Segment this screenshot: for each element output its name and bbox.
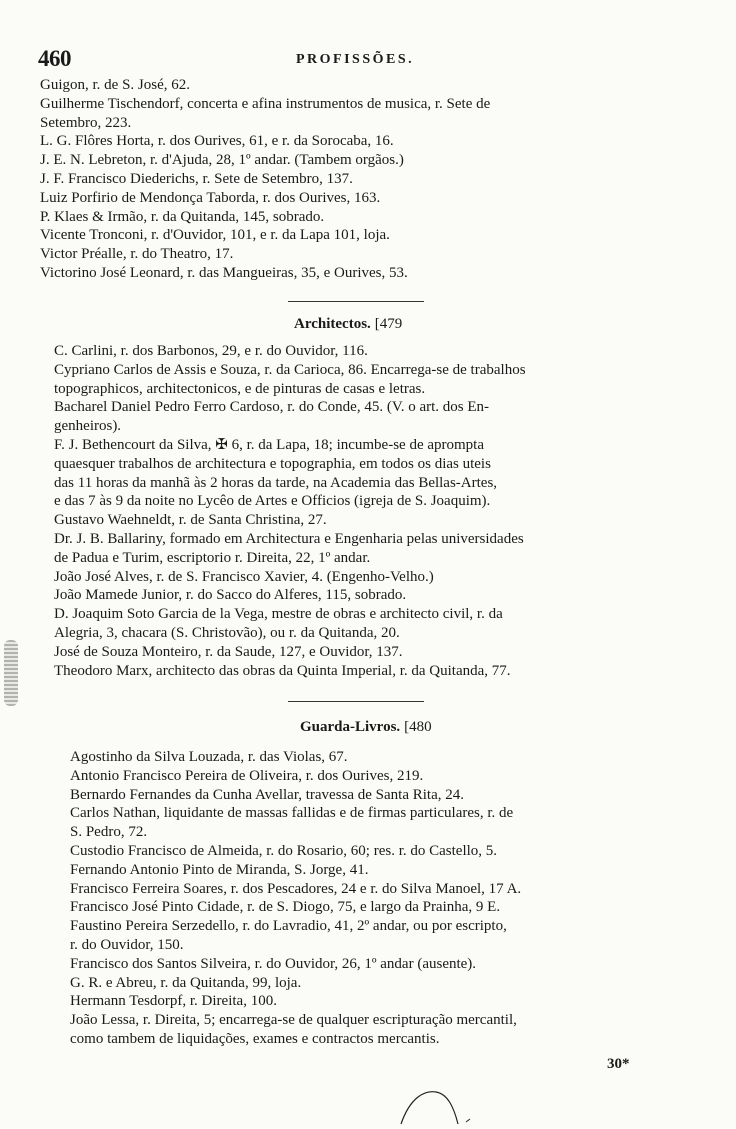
- entry-line: Custodio Francisco de Almeida, r. do Rosario, 60; res. r. do Castello, 5.: [70, 842, 498, 859]
- directory-entry: [54, 398, 684, 436]
- entry-line: D. Joaquim Soto Garcia de la Vega, mestre de obras e architecto civil, r. da: [54, 606, 503, 623]
- entry-line: Agostinho da Silva Louzada, r. das Violas, 67.: [70, 749, 348, 765]
- entry-line: Faustino Pereira Serzedello, r. do Lavradio, 41, 2º andar, ou por escripto,: [70, 918, 507, 935]
- entry-line: quaesquer trabalhos de architectura e topographia, em todos os dias uteis: [54, 455, 491, 472]
- directory-entry: [54, 361, 684, 399]
- entry-line: genheiros).: [54, 418, 122, 435]
- entry-line: como tambem de liquidações, exames e contractos mercantis.: [70, 1030, 440, 1047]
- section-title: Guarda-Livros.: [300, 719, 401, 735]
- directory-entry: [40, 76, 680, 95]
- entry-line: Dr. J. B. Ballariny, formado em Architectura e Engenharia pelas universidades: [54, 530, 524, 547]
- directory-entry: [54, 605, 684, 643]
- entry-line: Gustavo Waehneldt, r. de Santa Christina, 27.: [54, 512, 327, 529]
- entry-line: Luiz Porfirio de Mendonça Taborda, r. dos Ourives, 163.: [40, 189, 381, 206]
- entry-line: João José Alves, r. de S. Francisco Xavier, 4. (Engenho-Velho.): [54, 568, 434, 585]
- directory-entry: [54, 643, 684, 662]
- signature-mark: 30*: [607, 1056, 630, 1072]
- directory-entry: [70, 992, 690, 1011]
- directory-entry: [54, 530, 684, 568]
- entry-line: J. E. N. Lebreton, r. d'Ajuda, 28, 1º andar. (Tambem orgãos.): [40, 152, 404, 169]
- entry-line: Antonio Francisco Pereira de Oliveira, r. dos Ourives, 219.: [70, 767, 424, 784]
- directory-entry: [70, 1011, 690, 1049]
- entry-line: de Padua e Turim, escriptorio r. Direita, 22, 1º andar.: [54, 549, 371, 566]
- directory-entry: [70, 842, 690, 861]
- entry-line: Bernardo Fernandes da Cunha Avellar, travessa de Santa Rita, 24.: [70, 786, 465, 803]
- running-title: PROFISSÕES.: [296, 52, 415, 67]
- entry-line: J. F. Francisco Diederichs, r. Sete de Setembro, 137.: [40, 170, 353, 187]
- directory-entry: [70, 974, 690, 993]
- directory-entry: [40, 264, 680, 283]
- directory-entry: [40, 132, 680, 151]
- directory-entry: [40, 208, 680, 227]
- directory-entry: [70, 804, 690, 842]
- directory-entry: [40, 245, 680, 264]
- directory-entry: [70, 955, 690, 974]
- entry-line: Hermann Tesdorpf, r. Direita, 100.: [70, 993, 277, 1010]
- entry-line: Vicente Tronconi, r. d'Ouvidor, 101, e r. da Lapa 101, loja.: [40, 227, 390, 244]
- entry-line: Francisco José Pinto Cidade, r. de S. Diogo, 75, e largo da Prainha, 9 E.: [70, 899, 501, 916]
- section-heading-bookkeepers: [300, 719, 432, 736]
- section-number: [479: [374, 316, 403, 332]
- entry-line: Setembro, 223.: [40, 114, 132, 131]
- directory-entry: [70, 880, 690, 899]
- entry-line: Francisco Ferreira Soares, r. dos Pescadores, 24 e r. do Silva Manoel, 17 A.: [70, 880, 522, 897]
- section-heading-architects: [294, 316, 402, 333]
- entry-line: das 11 horas da manhã às 2 horas da tarde, na Academia das Bellas-Artes,: [54, 474, 498, 491]
- entry-line: João Lessa, r. Direita, 5; encarrega-se de qualquer escripturação mercantil,: [70, 1012, 517, 1029]
- entry-line: e das 7 às 9 da noite no Lycêo de Artes e Officios (igreja de S. Joaquim).: [54, 493, 491, 510]
- entry-line: Cypriano Carlos de Assis e Souza, r. da Carioca, 86. Encarrega-se de trabalhos: [54, 361, 526, 378]
- directory-entry: [54, 568, 684, 587]
- directory-entry: [40, 151, 680, 170]
- architects-entry-list: [54, 342, 684, 680]
- entry-line: P. Klaes & Irmão, r. da Quitanda, 145, sobrado.: [40, 208, 325, 225]
- page-number: 460: [38, 46, 71, 71]
- entry-line: Fernando Antonio Pinto de Miranda, S. Jorge, 41.: [70, 861, 369, 878]
- bookkeepers-entry-list: [70, 748, 690, 1049]
- directory-entry: [40, 170, 680, 189]
- entry-line: C. Carlini, r. dos Barbonos, 29, e r. do Ouvidor, 116.: [54, 343, 368, 359]
- section-title: Architectos.: [294, 316, 371, 332]
- entry-line: F. J. Bethencourt da Silva, ✠ 6, r. da Lapa, 18; incumbe-se de aprompta: [54, 436, 485, 453]
- entry-line: Theodoro Marx, architecto das obras da Quinta Imperial, r. da Quitanda, 77.: [54, 662, 511, 679]
- entry-line: L. G. Flôres Horta, r. dos Ourives, 61, e r. da Sorocaba, 16.: [40, 133, 394, 150]
- top-entry-list: [40, 76, 680, 283]
- ink-scribble-mark: [396, 1088, 486, 1128]
- section-number: [480: [404, 719, 432, 735]
- entry-line: Guilherme Tischendorf, concerta e afina instrumentos de musica, r. Sete de: [40, 95, 491, 112]
- directory-entry: [70, 917, 690, 955]
- entry-line: José de Souza Monteiro, r. da Saude, 127, e Ouvidor, 137.: [54, 643, 403, 660]
- section-divider: [288, 701, 424, 702]
- entry-line: Victor Préalle, r. do Theatro, 17.: [40, 246, 234, 263]
- page-header: [38, 46, 678, 76]
- entry-line: Victorino José Leonard, r. das Mangueiras, 35, e Ourives, 53.: [40, 264, 408, 281]
- directory-entry: [70, 861, 690, 880]
- entry-line: João Mamede Junior, r. do Sacco do Alferes, 115, sobrado.: [54, 587, 407, 604]
- entry-line: S. Pedro, 72.: [70, 824, 148, 841]
- entry-line: Bacharel Daniel Pedro Ferro Cardoso, r. do Conde, 45. (V. o art. dos En-: [54, 399, 490, 416]
- entry-line: Francisco dos Santos Silveira, r. do Ouvidor, 26, 1º andar (ausente).: [70, 955, 477, 972]
- directory-entry: [70, 786, 690, 805]
- directory-entry: [54, 662, 684, 681]
- directory-entry: [54, 511, 684, 530]
- directory-entry: [40, 226, 680, 245]
- entry-line: Guigon, r. de S. José, 62.: [40, 77, 190, 93]
- entry-line: r. do Ouvidor, 150.: [70, 936, 184, 953]
- directory-entry: [54, 342, 684, 361]
- directory-entry: [70, 767, 690, 786]
- directory-entry: [70, 748, 690, 767]
- entry-line: Alegria, 3, chacara (S. Christovão), ou r. da Quitanda, 20.: [54, 624, 400, 641]
- directory-entry: [40, 189, 680, 208]
- entry-line: G. R. e Abreu, r. da Quitanda, 99, loja.: [70, 974, 302, 991]
- directory-entry: [54, 586, 684, 605]
- directory-entry: [70, 898, 690, 917]
- directory-entry: [40, 95, 680, 133]
- section-divider: [288, 301, 424, 302]
- entry-line: topographicos, architectonicos, e de pinturas de casas e letras.: [54, 380, 426, 397]
- margin-ink-smudge: [4, 640, 18, 706]
- directory-entry: [54, 436, 684, 511]
- entry-line: Carlos Nathan, liquidante de massas fallidas e de firmas particulares, r. de: [70, 805, 514, 822]
